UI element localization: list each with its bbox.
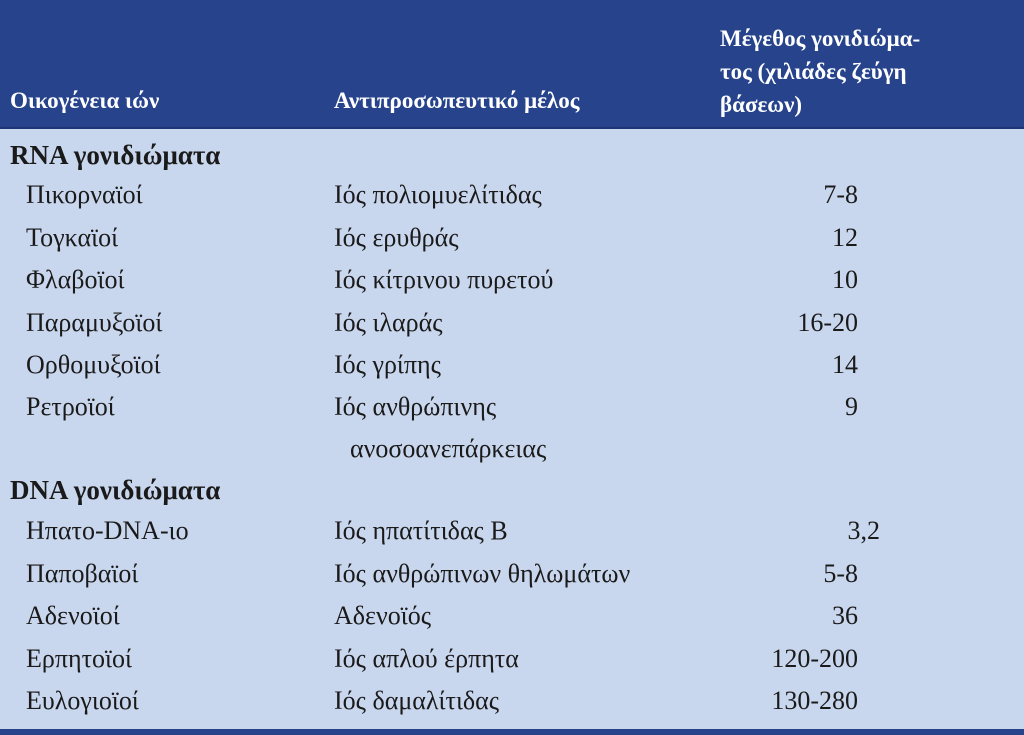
table-row — [0, 223, 1024, 263]
cell-size: 36 — [832, 601, 858, 630]
cell-size: 16-20 — [797, 308, 858, 337]
table-row — [0, 601, 1024, 641]
cell-family: Παραμυξοϊοί — [26, 308, 163, 337]
table-bottom-rule — [0, 729, 1024, 735]
cell-family: Παποβαϊοί — [26, 559, 139, 588]
cell-size: 7-8 — [823, 180, 858, 209]
cell-family: Τογκαϊοί — [26, 223, 119, 252]
table-row — [0, 308, 1024, 348]
cell-size: 10 — [832, 265, 858, 294]
table-header — [0, 0, 1024, 129]
table-row — [0, 392, 1024, 476]
cell-size: 5-8 — [823, 559, 858, 588]
cell-member-continued: ανοσοανεπάρκειας — [350, 434, 547, 463]
cell-member: Ιός πολιομυελίτιδας — [334, 180, 542, 209]
header-size — [720, 22, 1010, 121]
cell-size: 14 — [832, 350, 858, 379]
cell-member: Ιός δαμαλίτιδας — [334, 686, 500, 715]
cell-family: Φλαβοϊοί — [26, 265, 125, 294]
header-size-line: βάσεων) — [720, 92, 803, 117]
section-title-rna: RNA γονιδιώματα — [10, 140, 221, 170]
table-row — [0, 644, 1024, 684]
cell-member: Ιός γρίπης — [334, 350, 441, 379]
cell-family: Πικορναϊοί — [26, 180, 143, 209]
table-row — [0, 350, 1024, 390]
table-row — [0, 686, 1024, 726]
cell-member: Ιός κίτρινου πυρετού — [334, 265, 554, 294]
cell-size: 130-280 — [771, 686, 858, 715]
cell-size: 9 — [845, 392, 858, 421]
header-family: Οικογένεια ιών — [10, 88, 160, 113]
table-row — [0, 265, 1024, 305]
cell-member: Ιός ανθρώπινης — [334, 392, 497, 421]
cell-member: Ιός ανθρώπινων θηλωμάτων — [334, 559, 631, 588]
table-row — [0, 180, 1024, 220]
cell-member: Ιός ιλαράς — [334, 308, 443, 337]
cell-family: Ορθομυξοϊοί — [26, 350, 161, 379]
header-member: Αντιπροσωπευτικό μέλος — [334, 88, 580, 113]
table-row — [0, 516, 1024, 556]
header-size-line: Μέγεθος γονιδιώμα- — [720, 26, 921, 51]
cell-family: Ερπητοϊοί — [26, 644, 133, 673]
cell-family: Ρετροϊοί — [26, 392, 115, 421]
cell-size: 120-200 — [771, 644, 858, 673]
cell-member: Ιός απλού έρπητα — [334, 644, 519, 673]
cell-family: Ηπατο-DNA-ιο — [26, 516, 189, 545]
cell-size: 12 — [832, 223, 858, 252]
header-size-line: τος (χιλιάδες ζεύγη — [720, 59, 907, 84]
cell-member: Ιός ερυθράς — [334, 223, 459, 252]
table-row — [0, 559, 1024, 599]
cell-size: 3,2 — [847, 516, 880, 545]
cell-member: Αδενοϊός — [334, 601, 431, 630]
cell-family: Αδενοϊοί — [26, 601, 120, 630]
cell-member: Ιός ηπατίτιδας Β — [334, 516, 508, 545]
cell-family: Ευλογιοϊοί — [26, 686, 139, 715]
section-title-dna: DNA γονιδιώματα — [10, 475, 221, 505]
